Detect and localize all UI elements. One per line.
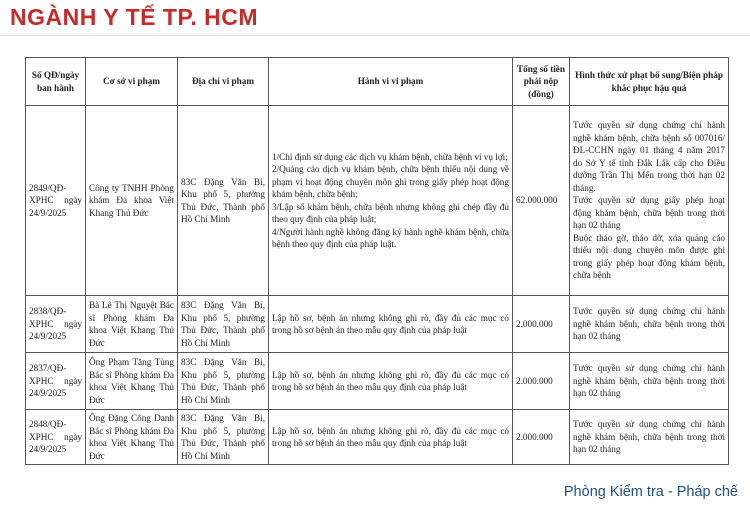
table-row: [26, 410, 729, 465]
cell-violation: Lập hồ sơ, bệnh án nhưng không ghi rõ, đầy đủ các mục có trong hồ sơ bệnh án theo mẫu quy định của pháp luật: [269, 353, 513, 410]
violation-item: 3/Lập số khám bệnh, chữa bệnh nhưng không ghi chép đầy đủ theo quy định của pháp luật;: [272, 201, 509, 224]
cell-penalty: Tước quyền sử dụng chứng chỉ hành nghề khám bệnh, chữa bệnh trong thời hạn 02 tháng: [570, 353, 729, 410]
cell-facility: Ông Phạm Tăng Tùng Bác sĩ Phòng khám Đa khoa Việt Khang Thủ Đức: [86, 353, 178, 410]
cell-amount: 2.000.000: [513, 353, 570, 410]
violation-item: 1/Chỉ định sử dụng các dịch vụ khám bệnh, chữa bệnh vi vụ lợi;: [272, 151, 508, 162]
table-header-row: [26, 58, 729, 106]
cell-facility: Công ty TNHH Phòng khám Đa khoa Việt Khang Thủ Đức: [86, 106, 178, 296]
cell-penalty: [570, 106, 729, 296]
cell-violation: [269, 106, 513, 296]
column-header-address: Địa chỉ vi phạm: [178, 58, 269, 106]
cell-address: 83C Đặng Văn Bi, Khu phố 5, phường Thủ Đức, Thành phố Hồ Chí Minh: [178, 410, 269, 465]
header-title: NGÀNH Y TẾ TP. HCM: [10, 4, 258, 30]
violations-table-wrap: [25, 57, 729, 465]
table-row: [26, 296, 729, 353]
footer-department: Phòng Kiểm tra - Pháp chế: [563, 484, 738, 500]
cell-penalty: Tước quyền sử dụng chứng chỉ hành nghề khám bệnh, chữa bệnh trong thời hạn 02 tháng: [570, 410, 729, 465]
violations-table: [25, 57, 729, 465]
cell-violation: Lập hồ sơ, bệnh án nhưng không ghi rõ, đầy đủ các mục có trong hồ sơ bệnh án theo mẫu quy định của pháp luật: [269, 410, 513, 465]
cell-decision: 2837/QĐ-XPHC ngày 24/9/2025: [26, 353, 86, 410]
cell-facility: Ông Đặng Công Danh Bác sĩ Phòng khám Đa khoa Việt Khang Thủ Đức: [86, 410, 178, 465]
violation-item: 2/Quảng cáo dịch vụ khám bệnh, chữa bệnh thiếu nội dung về phạm vi hoạt động chuyên môn ghi trong giấy phép hoạt động khám bệnh, chữa bệnh;: [272, 164, 509, 199]
page-header: [0, 0, 750, 36]
cell-address: 83C Đặng Văn Bi, Khu phố 5, phường Thủ Đức, Thành phố Hồ Chí Minh: [178, 353, 269, 410]
cell-decision: 2838/QĐ-XPHC ngày 24/9/2025: [26, 296, 86, 353]
cell-amount: 2.000.000: [513, 410, 570, 465]
column-header-penalty: Hình thức xử phạt bổ sung/Biện pháp khắc phục hậu quả: [570, 58, 729, 106]
penalty-item: Tước quyền sử dụng chứng chỉ hành nghề khám bệnh, chữa bệnh số 007016/ĐL-CCHN ngày 01 tháng 4 năm 2017 do Sở Y tế tỉnh Đắk Lắk cấp cho Điều dưỡng Trần Thị Mến trong thời hạn 02 tháng.: [573, 120, 725, 193]
violation-item: 4/Người hành nghề không đăng ký hành nghề khám bệnh, chữa bệnh theo quy định của pháp luật.: [272, 226, 509, 249]
cell-decision: 2849/QĐ-XPHC ngày 24/9/2025: [26, 106, 86, 296]
cell-amount: 62.000.000: [513, 106, 570, 296]
column-header-violation: Hành vi vi phạm: [269, 58, 513, 106]
table-row: [26, 353, 729, 410]
column-header-decision: Số QĐ/ngày ban hành: [26, 58, 86, 106]
penalty-item: Buộc tháo gỡ, tháo dỡ, xóa quảng cáo thiếu nội dung chuyên môn được ghi trong giấy phép hoạt động khám bệnh, chữa bệnh: [573, 232, 725, 281]
column-header-facility: Cơ sở vi phạm: [86, 58, 178, 106]
cell-penalty: Tước quyền sử dụng chứng chỉ hành nghề khám bệnh, chữa bệnh trong thời hạn 02 tháng: [570, 296, 729, 353]
cell-decision: 2848/QĐ-XPHC ngày 24/9/2025: [26, 410, 86, 465]
cell-facility: Bà Lê Thị Nguyệt Bác sĩ Phòng khám Đa khoa Việt Khang Thủ Đức: [86, 296, 178, 353]
cell-address: 83C Đặng Văn Bi, Khu phố 5, phường Thủ Đức, Thành phố Hồ Chí Minh: [178, 296, 269, 353]
penalty-item: Tước quyền sử dụng giấy phép hoạt động khám bệnh, chữa bệnh trong thời hạn 02 tháng: [573, 195, 725, 231]
table-row: [26, 106, 729, 296]
cell-violation: Lập hồ sơ, bệnh án nhưng không ghi rõ, đầy đủ các mục có trong hồ sơ bệnh án theo mẫu quy định của pháp luật: [269, 296, 513, 353]
cell-amount: 2.000.000: [513, 296, 570, 353]
cell-address: 83C Đặng Văn Bi, Khu phố 5, phường Thủ Đức, Thành phố Hồ Chí Minh: [178, 106, 269, 296]
column-header-amount: Tổng số tiền phải nộp (đồng): [513, 58, 570, 106]
